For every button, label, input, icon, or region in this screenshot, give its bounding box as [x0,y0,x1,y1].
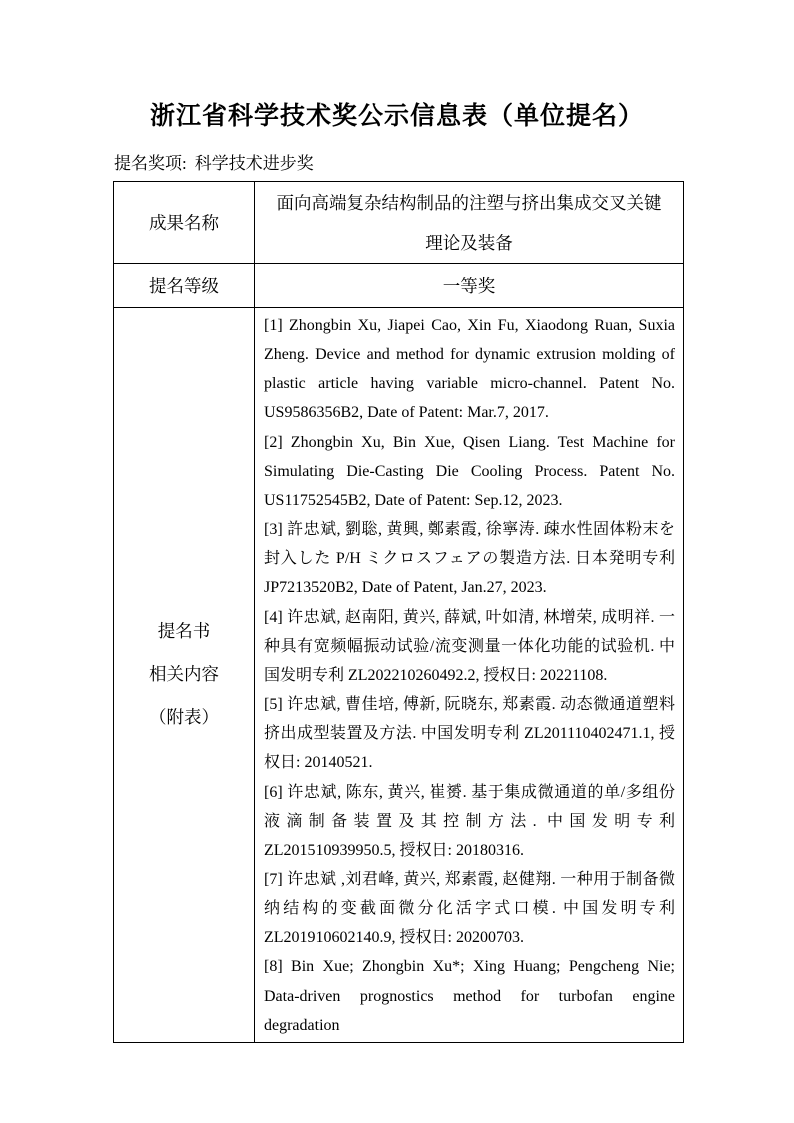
table-row-result-name [114,182,684,264]
patent-entry: [7] 许忠斌 ,刘君峰, 黄兴, 郑素霞, 赵健翔. 一种用于制备微纳结构的变截面微分化活字式口模. 中国发明专利 ZL201910602140.9, 授权日: 20200703. [264,870,675,947]
nomination-award-value: 科学技术进步奖 [194,154,314,173]
patent-entry: [5] 许忠斌, 曹佳培, 傅新, 阮晓东, 郑素霞. 动态微通道塑料挤出成型装置及方法. 中国发明专利 ZL201110402471.1, 授权日: 20140521. [264,696,675,772]
related-content-header [114,308,255,1043]
table-row-grade [114,264,684,308]
result-name-line-2: 理论及装备 [425,232,513,253]
patent-entry: [4] 许忠斌, 赵南阳, 黄兴, 薛斌, 叶如清, 林增荣, 成明祥. 一种具有宽频幅振动试验/流变测量一体化功能的试验机. 中国发明专利 ZL202210260492.2, 授权日: 20221108. [264,608,675,684]
result-name-header [114,182,255,264]
nomination-award-label: 提名奖项: [114,154,187,173]
patent-entry: [3] 許忠斌, 劉聡, 黄興, 鄭素霞, 徐寧涛. 疎水性固体粉末を封入した P/H ミクロスフェアの製造方法. 日本発明专利 JP7213520B2, Date of Patent, Jan.27, 2023. [264,521,675,597]
grade-value: 一等奖 [255,264,684,308]
patent-entry: [2] Zhongbin Xu, Bin Xue, Qisen Liang. Test Machine for Simulating Die-Casting Die Cooling Process. Patent No. US11752545B2, Date of Patent: Sep.12, 2023. [264,433,675,509]
result-name-value [255,182,684,264]
related-content-header-line-2: 相关内容 [149,664,219,685]
nomination-award-line [114,149,794,174]
grade-header-label: 提名等级 [149,276,219,296]
result-name-header-label: 成果名称 [149,213,219,233]
page-title: 浙江省科学技术奖公示信息表（单位提名） [149,102,644,130]
patent-entry: [1] Zhongbin Xu, Jiapei Cao, Xin Fu, Xiaodong Ruan, Suxia Zheng. Device and method for dynamic extrusion molding of plastic article having variable micro-channel. Patent No. US9586356B2, Date of Patent: Mar.7, 2017. [264,317,675,422]
patent-entry: [8] Bin Xue; Zhongbin Xu*; Xing Huang; Pengcheng Nie; Data-driven prognostics method for turbofan engine degradation [264,958,675,1034]
patent-entry: [6] 许忠斌, 陈东, 黄兴, 崔赟. 基于集成微通道的单/多组份液滴制备装置及其控制方法. 中国发明专利 ZL201510939950.5, 授权日: 20180316. [264,783,675,859]
table-row-related-content [114,308,684,1043]
related-content-header-line-1: 提名书 [157,621,211,642]
related-content-header-line-3: （附表） [149,707,219,728]
patent-list [255,308,684,1043]
info-table [113,181,684,1043]
result-name-line-1: 面向高端复杂结构制品的注塑与挤出集成交叉关键 [276,192,662,213]
grade-header [114,264,255,308]
